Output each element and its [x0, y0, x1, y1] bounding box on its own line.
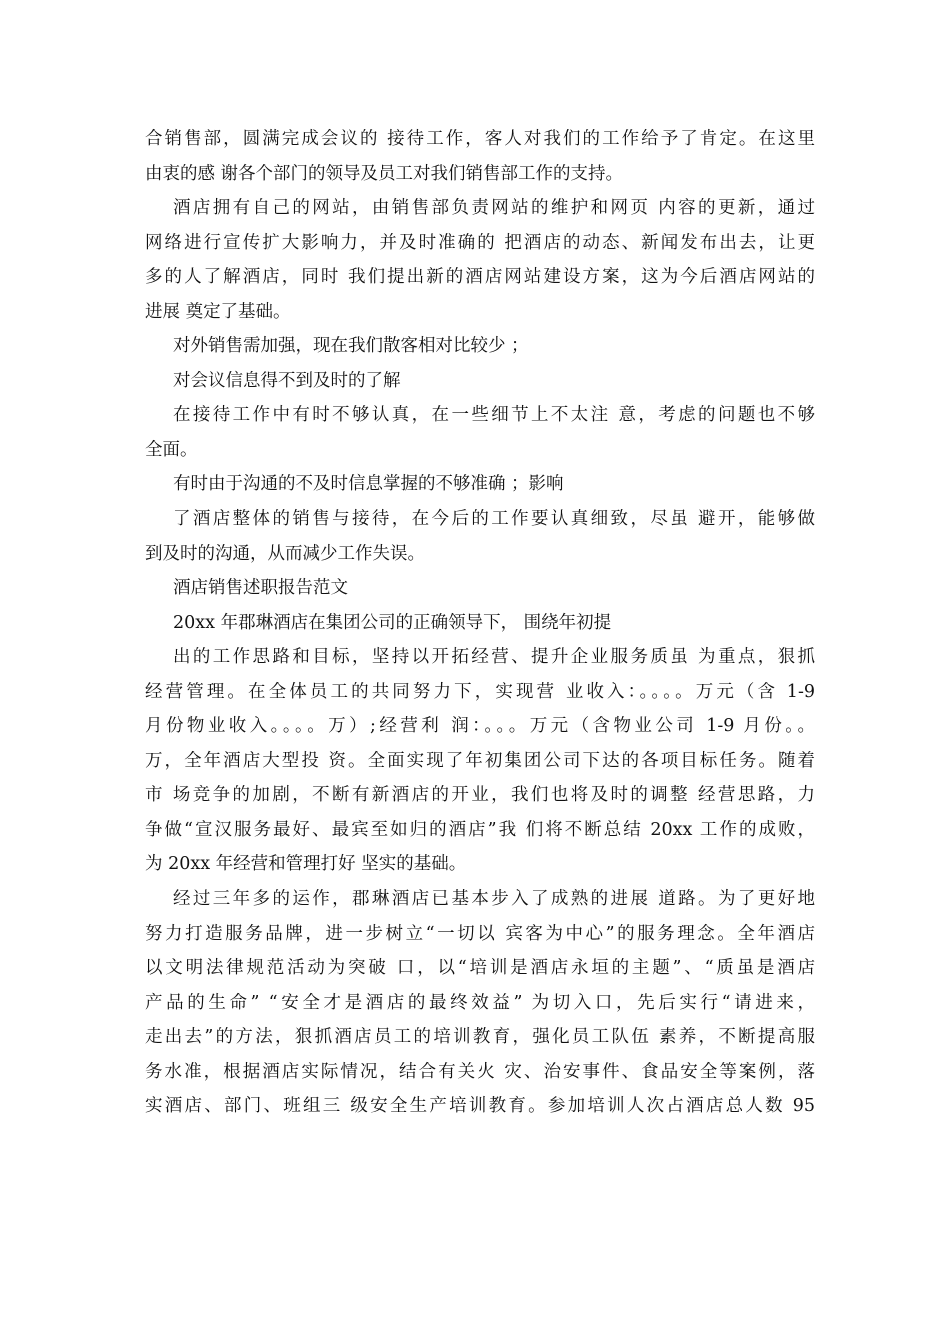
text-line: 到及时的沟通，从而减少工作失误。 — [145, 543, 425, 564]
text-line: 务水准，根据酒店实际情况，结合有关火 灾、治安事件、食品安全等案例，落 — [145, 1061, 815, 1082]
text-line: 合销售部，圆满完成会议的 接待工作，客人对我们的工作给予了肯定。在这里 — [145, 129, 815, 149]
text-line: 酒店销售述职报告范文 — [173, 578, 348, 599]
text-line: 酒店拥有自己的网站，由销售部负责网站的维护和网页 内容的更新，通过 — [173, 198, 815, 219]
text-line: 在接待工作中有时不够认真，在一些细节上不太注 意，考虑的问题也不够 — [173, 405, 815, 426]
text-line: 争做“宣汉服务最好、最宾至如归的酒店”我 们将不断总结 20xx 工作的成败， — [145, 819, 815, 840]
text-line: 实酒店、部门、班组三 级安全生产培训教育。参加培训人次占酒店总人数 95 — [145, 1096, 815, 1117]
text-line: 对会议信息得不到及时的了解 — [173, 370, 401, 391]
text-line: 由衷的感 谢各个部门的领导及员工对我们销售部工作的支持。 — [145, 163, 624, 184]
text-line: 有时由于沟通的不及时信息掌握的不够准确 ；影响 — [173, 474, 564, 495]
text-line: 月份物业收入。。。。万）;经营利 润：。。。万元（含物业公司 1-9 月份。。 — [145, 716, 815, 737]
text-line: 努力打造服务品牌，进一步树立“一切以 宾客为中心”的服务理念。全年酒店 — [145, 923, 815, 944]
document-body — [145, 122, 815, 1124]
text-line: 进展 奠定了基础。 — [145, 301, 291, 322]
text-line: 多的人了解酒店，同时 我们提出新的酒店网站建设方案，这为今后酒店网站的 — [145, 267, 815, 288]
text-line: 20xx 年郡琳酒店在集团公司的正确领导下， 围绕年初提 — [173, 612, 612, 633]
text-line: 产品的生命” “安全才是酒店的最终效益” 为切入口，先后实行“请进来， — [145, 992, 815, 1013]
text-line: 经过三年多的运作，郡琳酒店已基本步入了成熟的进展 道路。为了更好地 — [173, 889, 815, 910]
text-line: 市 场竞争的加剧，不断有新酒店的开业，我们也将及时的调整 经营思路，力 — [145, 785, 815, 806]
text-line: 以文明法律规范活动为突破 口，以“培训是酒店永垣的主题”、“质虽是酒店 — [145, 958, 815, 979]
text-line: 对外销售需加强，现在我们散客相对比较少 ； — [173, 336, 529, 357]
text-line: 出的工作思路和目标，坚持以开拓经营、提升企业服务质虽 为重点，狠抓 — [173, 647, 815, 668]
text-line: 为 20xx 年经营和管理打好 坚实的基础。 — [145, 854, 467, 875]
text-line: 万，全年酒店大型投 资。全面实现了年初集团公司下达的各项目标任务。随着 — [145, 750, 815, 771]
text-line: 全面。 — [145, 439, 198, 460]
text-line: 经营管理。在全体员工的共同努力下，实现营 业收入：。。。。万元（含 1-9 — [145, 681, 815, 702]
text-line: 网络进行宣传扩大影响力，并及时准确的 把酒店的动态、新闻发布出去，让更 — [145, 232, 815, 253]
text-line: 了酒店整体的销售与接待，在今后的工作要认真细致，尽虽 避开，能够做 — [173, 509, 815, 530]
text-line: 走出去”的方法，狠抓酒店员工的培训教育，强化员工队伍 素养，不断提高服 — [145, 1027, 815, 1048]
